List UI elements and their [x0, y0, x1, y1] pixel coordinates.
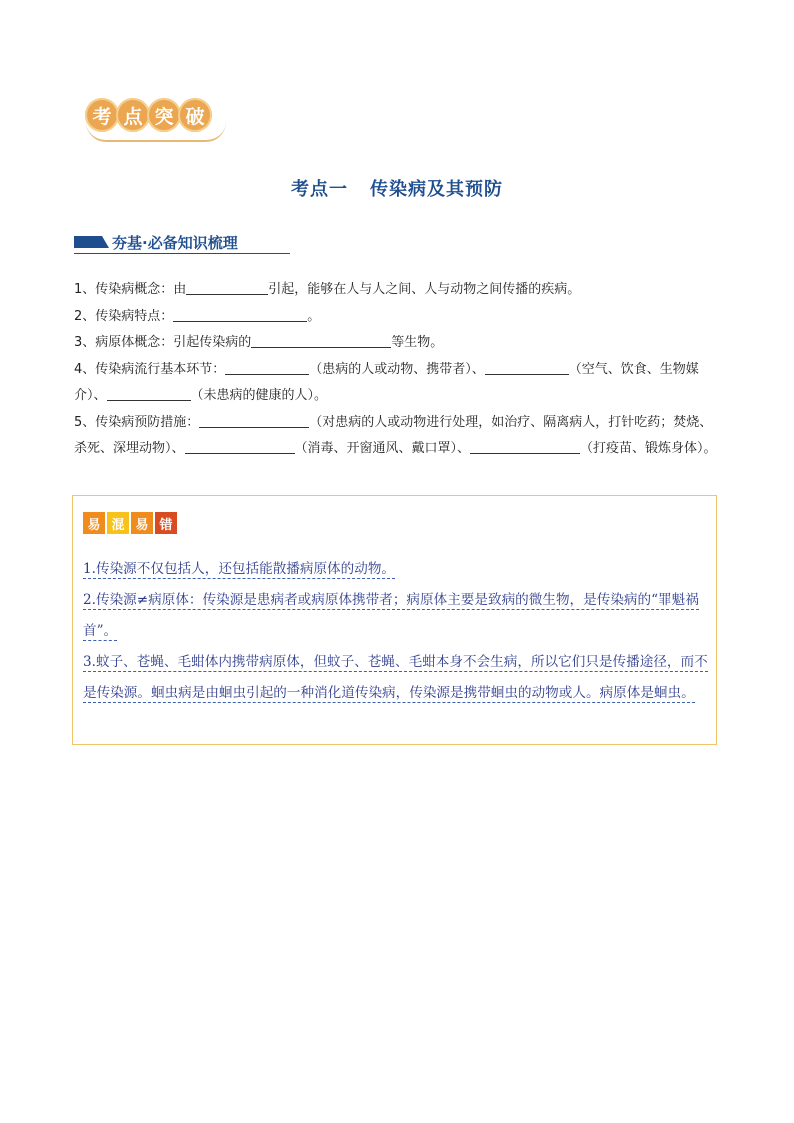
fill-blank[interactable] [173, 307, 307, 322]
list-item: 1、传染病概念：由 引起，能够在人与人之间、人与动物之间传播的疾病。 [74, 282, 581, 297]
badge-decoration [86, 122, 226, 142]
tip-tag: 易 [131, 512, 153, 534]
list-item: 2、传染病特点： 。 [74, 308, 321, 324]
title-part2: 传染病及其预防 [370, 179, 503, 200]
tip-tag: 混 [107, 512, 129, 534]
section-header [74, 234, 290, 252]
page-title [0, 175, 794, 201]
badge-char: 点 [116, 98, 150, 132]
fill-blank[interactable] [186, 280, 268, 295]
fill-blank[interactable] [485, 360, 569, 375]
badge-char: 突 [147, 98, 181, 132]
tip-note: 2.传染源≠病原体：传染源是患病者或病原体携带者；病原体主要是致病的微生物，是传染病的“罪魁祸首”。 [83, 592, 699, 639]
list-item: 5、传染病预防措施： （对患病的人或动物进行处理，如治疗、隔离病人，打针吃药；焚烧、杀死、深埋动物）、 （消毒、开窗通风、戴口罩）、 （打疫苗、锻炼身体）。 [74, 414, 717, 456]
title-part1: 考点一 [291, 179, 348, 200]
fill-blank[interactable] [470, 439, 580, 454]
badge-char: 破 [178, 98, 212, 132]
section-bar-icon [74, 236, 109, 248]
fill-blank[interactable] [107, 386, 191, 401]
badge-char: 考 [85, 98, 119, 132]
fill-blank[interactable] [225, 360, 309, 375]
tip-note: 3.蚊子、苍蝇、毛蚶体内携带病原体，但蚊子、苍蝇、毛蚶本身不会生病，所以它们只是传播途径，而不是传染源。蛔虫病是由蛔虫引起的一种消化道传染病，传染源是携带蛔虫的动物或人。病原体是蛔虫。 [83, 654, 708, 701]
tip-tags [83, 512, 179, 534]
tip-tag: 错 [155, 512, 177, 534]
section-underline [74, 253, 290, 254]
list-item: 3、病原体概念：引起传染病的 等生物。 [74, 335, 444, 350]
fill-blank[interactable] [199, 413, 309, 428]
tip-box [72, 495, 717, 745]
list-item: 4、传染病流行基本环节： （患病的人或动物、携带者）、 （空气、饮食、生物媒介）、 （未患病的健康的人）。 [74, 361, 699, 403]
fill-blank[interactable] [251, 333, 391, 348]
tip-notes [83, 554, 709, 709]
tip-note: 1.传染源不仅包括人，还包括能散播病原体的动物。 [83, 561, 396, 577]
knowledge-list [74, 277, 724, 463]
fill-blank[interactable] [185, 439, 295, 454]
section-label: 夯基·必备知识梳理 [112, 234, 238, 252]
tip-tag: 易 [83, 512, 105, 534]
